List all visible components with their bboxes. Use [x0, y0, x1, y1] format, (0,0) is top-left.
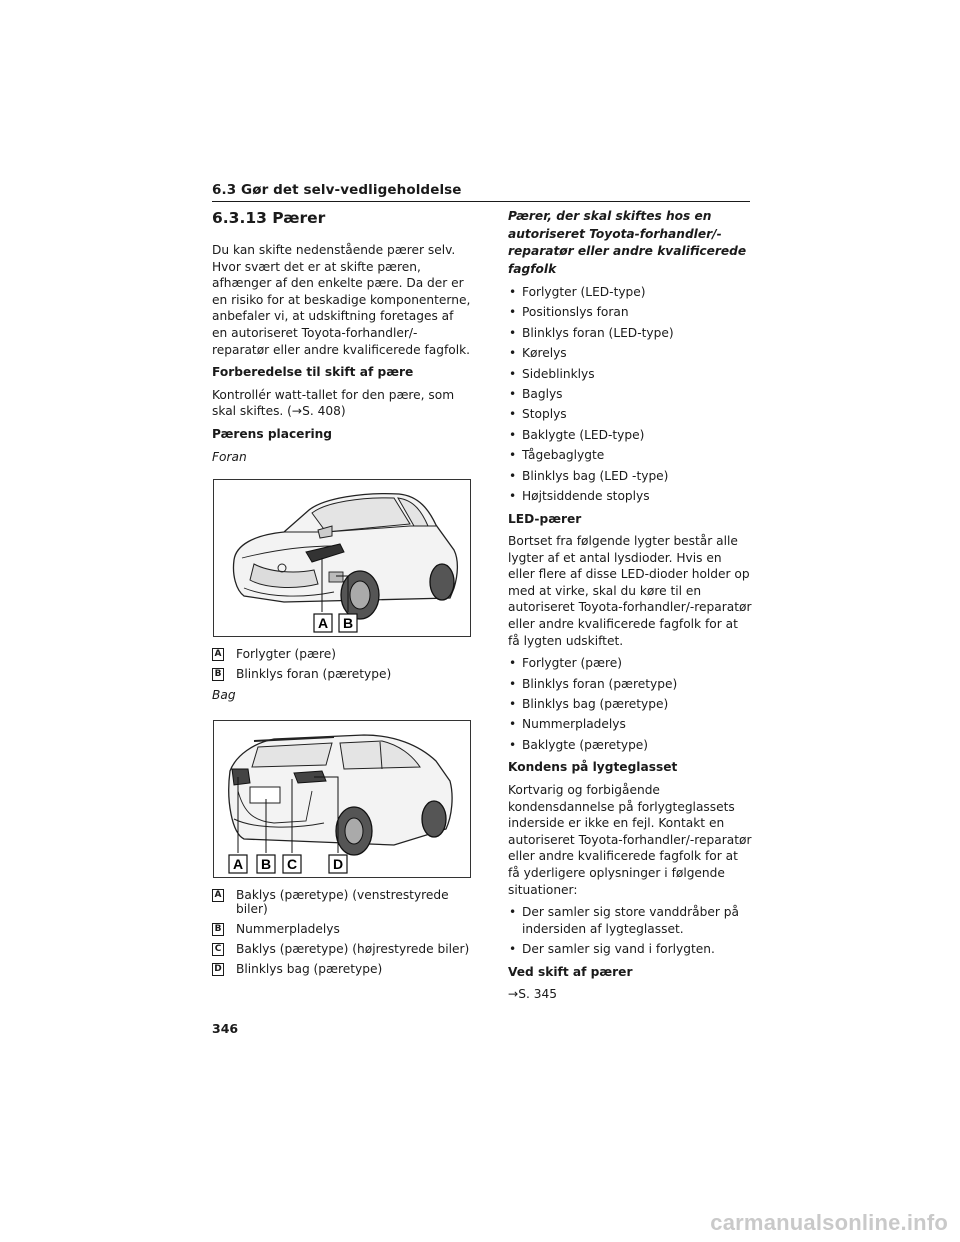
legend-text: Blinklys bag (pæretype)	[236, 961, 383, 976]
legend-key: A	[212, 889, 224, 902]
rear-legend-item-a	[212, 888, 472, 916]
condensation-text: Kortvarig og forbigående kondensdannelse på forlygteglassets inderside er ikke en fejl. Kontakt en autoriseret Toyota-forhandler/-reparatør eller andre kvalificerede fagfolk for at få yderligere oplysninger i følgende situationer:	[508, 783, 752, 897]
legend-text: Nummerpladelys	[236, 921, 340, 936]
list-item: • Blinklys bag (pæretype)	[508, 696, 752, 713]
legend-key: B	[212, 668, 224, 681]
dealer-list	[508, 284, 752, 505]
list-item: • Baklygte (LED-type)	[508, 427, 752, 444]
front-car-illustration	[214, 480, 470, 636]
front-legend-item-a	[212, 647, 472, 661]
prep-heading: Forberedelse til skift af pære	[212, 365, 414, 380]
dealer-heading: Pærer, der skal skiftes hos en autoriseret Toyota-forhandler/-reparatør eller andre kvalificerede fagfolk	[508, 209, 747, 276]
list-item: • Der samler sig vand i forlygten.	[508, 941, 752, 958]
watermark: carmanualsonline.info	[710, 1210, 948, 1235]
condensation-list	[508, 904, 752, 958]
svg-text:A: A	[317, 615, 329, 632]
led-text: Bortset fra følgende lygter består alle lygter af et antal lysdioder. Hvis en eller flere af disse LED-dioder holder op med at virke, skal du køre til en autoriseret Toyota-forhandler/-reparatør eller andre kvalificerede fagfolk for at få lygten udskiftet.	[508, 534, 752, 648]
list-item: • Stoplys	[508, 406, 752, 423]
legend-key: B	[212, 923, 224, 936]
replace-heading: Ved skift af pærer	[508, 964, 633, 979]
svg-text:A: A	[232, 855, 244, 872]
list-item: • Der samler sig store vanddråber på indersiden af lygteglasset.	[508, 904, 752, 937]
section-header	[212, 179, 750, 202]
rear-callout-a	[229, 855, 247, 873]
svg-text:B: B	[342, 615, 354, 632]
front-legend	[212, 647, 472, 681]
list-item: • Forlygter (pære)	[508, 655, 752, 672]
list-item: • Baglys	[508, 386, 752, 403]
replace-ref-link[interactable]: →S. 345	[508, 987, 557, 1002]
legend-text: Baklys (pæretype) (højrestyrede biler)	[236, 941, 470, 956]
rear-label: Bag	[212, 688, 236, 703]
right-column	[508, 208, 752, 1009]
list-item: • Sideblinklys	[508, 366, 752, 383]
list-item: • Nummerpladelys	[508, 716, 752, 733]
list-item: • Højtsiddende stoplys	[508, 488, 752, 505]
front-label: Foran	[212, 449, 247, 464]
svg-text:D: D	[332, 855, 344, 872]
svg-text:C: C	[286, 855, 298, 872]
list-item: • Blinklys foran (pæretype)	[508, 676, 752, 693]
front-legend-item-b	[212, 667, 472, 681]
placement-heading: Pærens placering	[212, 426, 333, 441]
led-list	[508, 655, 752, 753]
prep-text: Kontrollér watt-tallet for den pære, som skal skiftes. (→S. 408)	[212, 387, 455, 419]
page-title: 6.3.13 Pærer	[212, 209, 326, 227]
led-heading: LED-pærer	[508, 511, 582, 526]
rear-car-illustration	[214, 721, 470, 877]
page-number: 346	[212, 1021, 239, 1036]
legend-text: Baklys (pæretype) (venstrestyrede biler)	[236, 887, 449, 916]
front-callout-b	[339, 614, 357, 632]
rear-legend-item-d	[212, 962, 472, 976]
list-item: • Blinklys foran (LED-type)	[508, 325, 752, 342]
rear-car-figure	[213, 720, 471, 878]
rear-legend	[212, 888, 472, 976]
list-item: • Tågebaglygte	[508, 447, 752, 464]
list-item: • Forlygter (LED-type)	[508, 284, 752, 301]
front-callout-a	[314, 614, 332, 632]
rear-callout-d	[329, 855, 347, 873]
legend-key: D	[212, 963, 224, 976]
legend-key: A	[212, 648, 224, 661]
rear-callout-c	[283, 855, 301, 873]
list-item: • Kørelys	[508, 345, 752, 362]
svg-text:B: B	[260, 855, 272, 872]
left-column	[212, 208, 472, 982]
list-item: • Baklygte (pæretype)	[508, 737, 752, 754]
legend-text: Blinklys foran (pæretype)	[236, 667, 392, 682]
condensation-heading: Kondens på lygteglasset	[508, 760, 678, 775]
intro-text: Du kan skifte nedenstående pærer selv. Hvor svært det er at skifte pæren, afhænger af den enkelte pære. Da der er en risiko for at beskadige komponenterne, anbefaler vi, at udskiftning foretages af en autoriseret Toyota-forhandler/-reparatør eller andre kvalificerede fagfolk.	[212, 243, 471, 357]
rear-legend-item-b	[212, 922, 472, 936]
list-item: • Positionslys foran	[508, 304, 752, 321]
section-title: 6.3 Gør det selv-vedligeholdelse	[212, 182, 462, 198]
legend-text: Forlygter (pære)	[236, 647, 336, 662]
list-item: • Blinklys bag (LED -type)	[508, 468, 752, 485]
legend-key: C	[212, 943, 224, 956]
rear-callout-b	[257, 855, 275, 873]
rear-legend-item-c	[212, 942, 472, 956]
front-car-figure	[213, 479, 471, 637]
